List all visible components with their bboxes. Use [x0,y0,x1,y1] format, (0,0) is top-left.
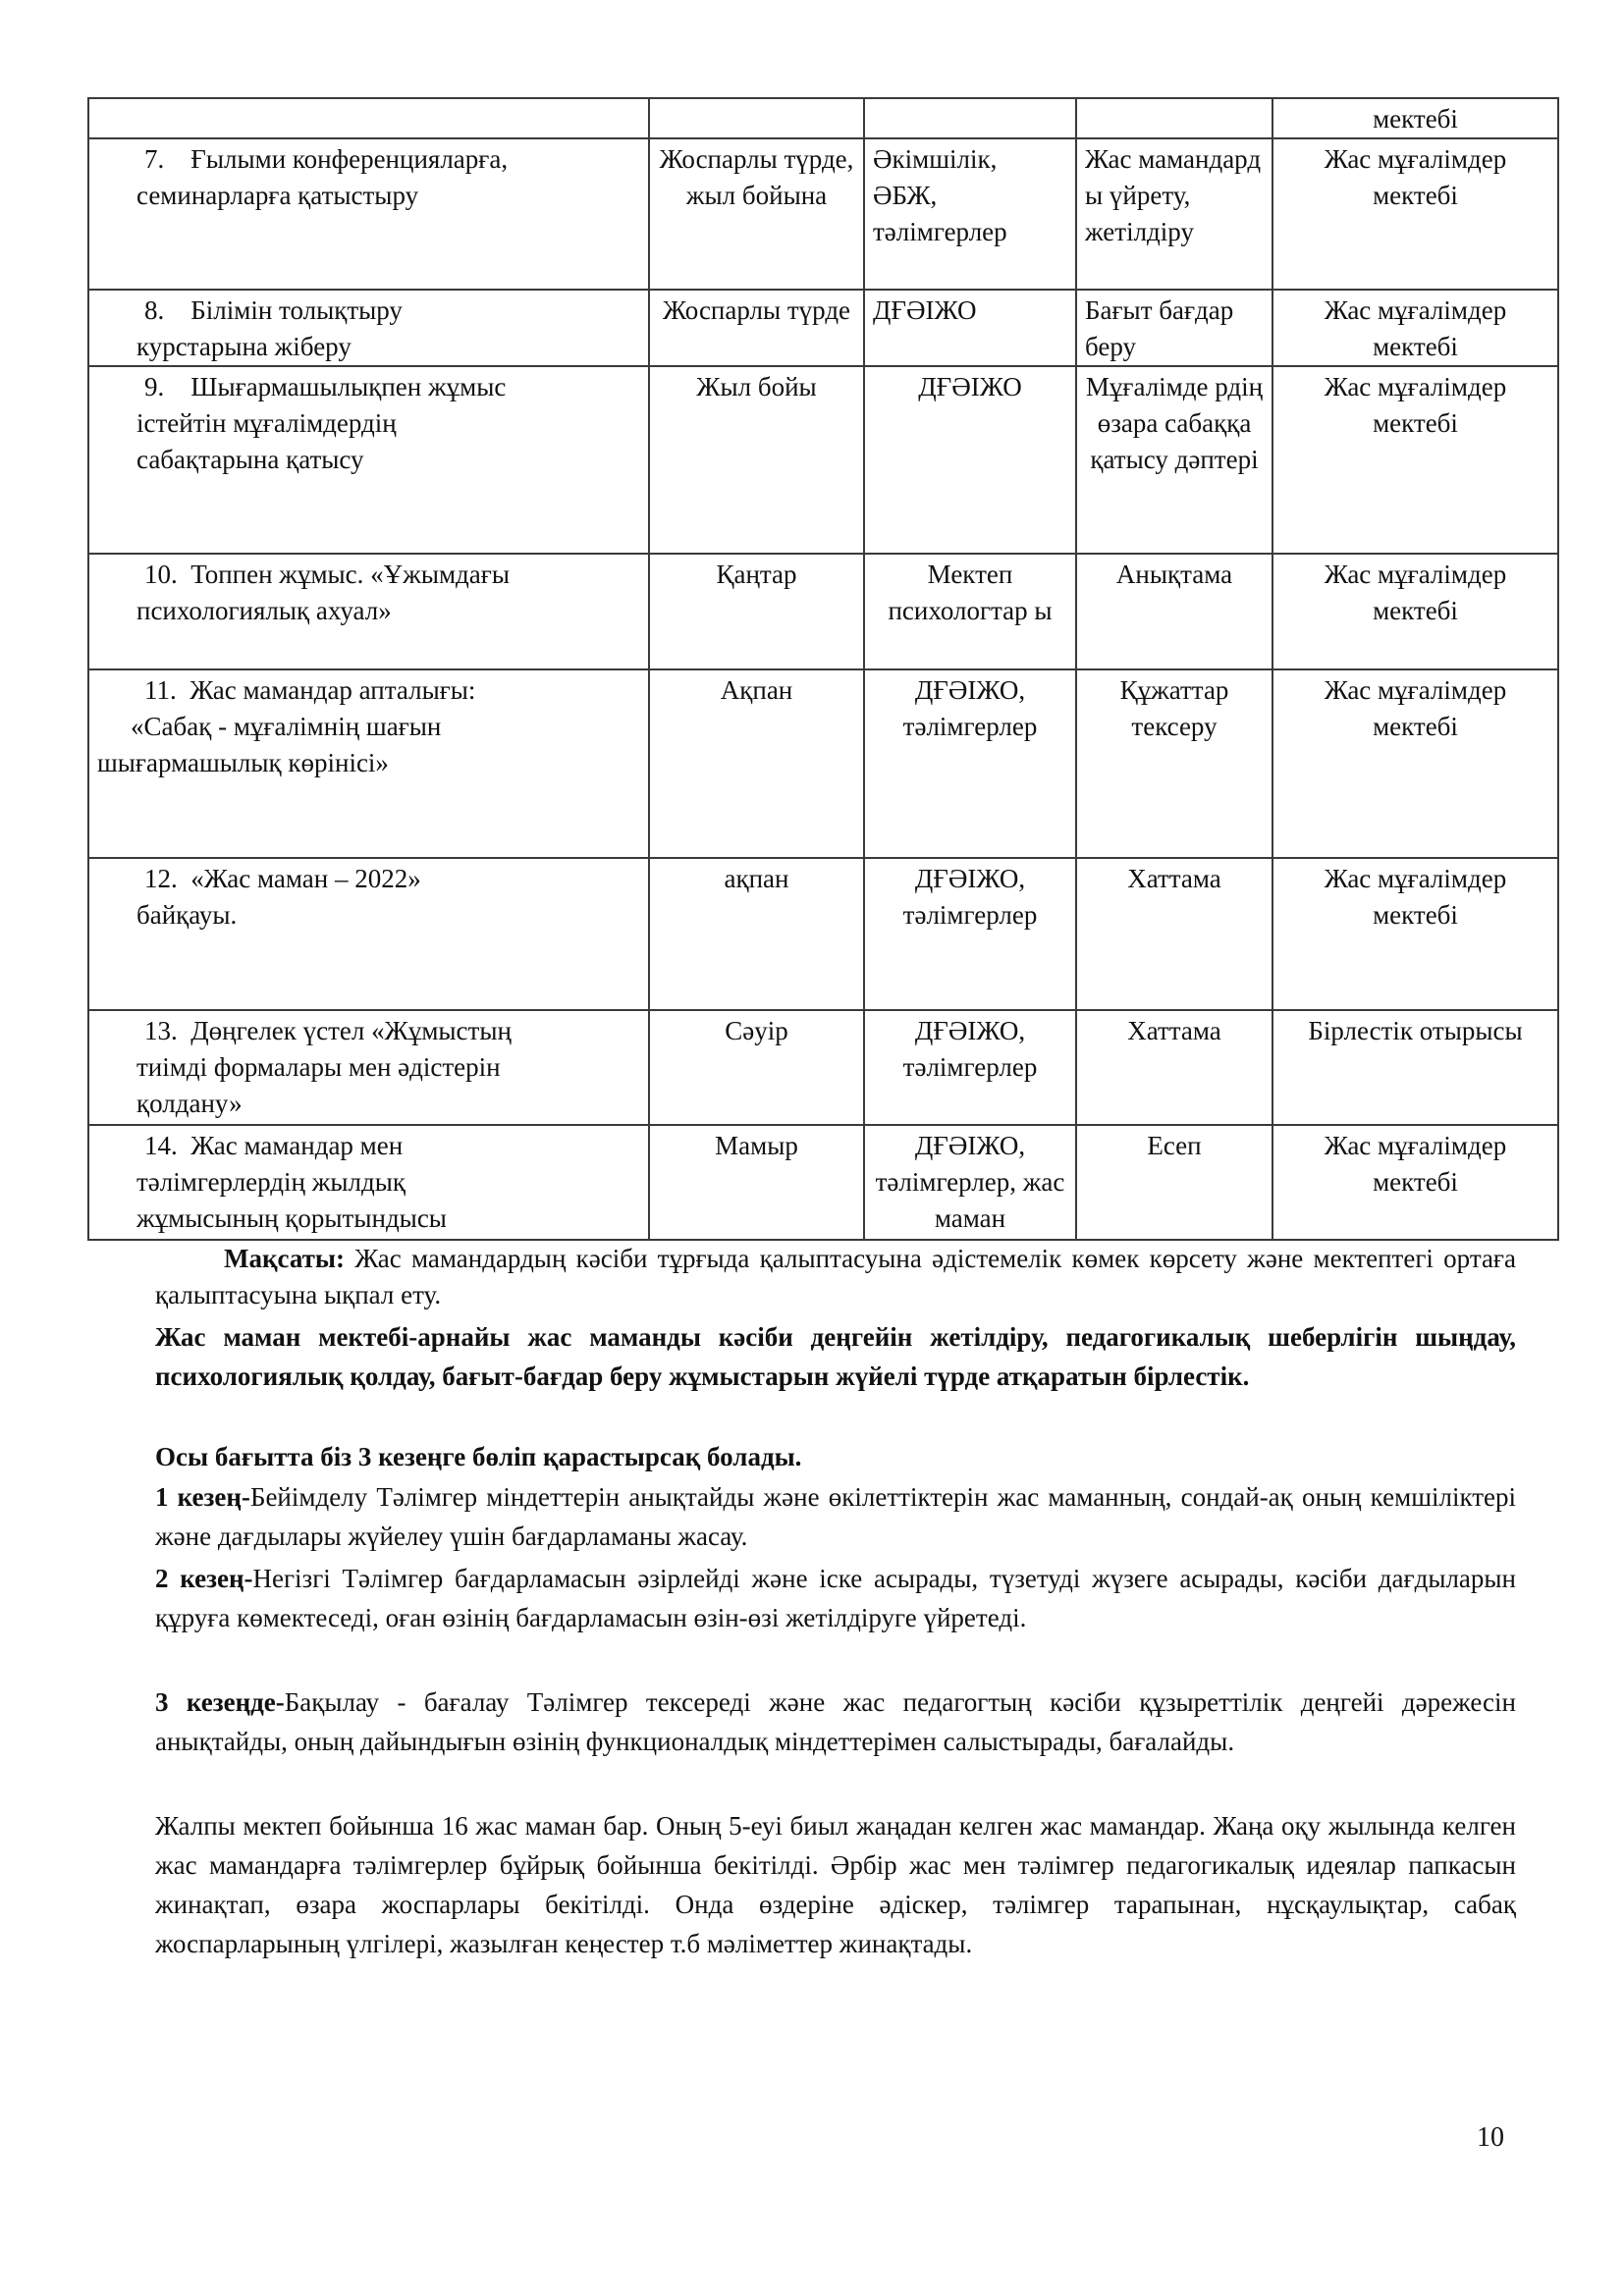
cell-when: Қаңтар [649,554,864,669]
event-text-first: Жас мамандар апталығы: [189,675,476,705]
stage-1-label: 1 кезең- [155,1482,250,1512]
cell-when: ақпан [649,858,864,1010]
event-text-rest: семинарларға қатыстыру [136,181,419,210]
event-text-first: Ғылыми конференцияларға, [190,144,509,174]
cell-form: Мұғалімде рдің өзара сабаққа қатысу дәптері [1076,366,1272,554]
event-text-rest: курстарына жіберу [136,332,352,361]
cell-responsible [864,98,1076,138]
event-text-rest: істейтін мұғалімдердің сабақтарына қатысу [136,408,397,474]
definition-paragraph: Жас маман мектебі-арнайы жас маманды кәсіби деңгейін жетілдіру, педагогикалық шеберлігін шыңдау, психологиялық қолдау, бағыт-бағдар беру жұмыстарын жүйелі түрде атқаратын бірлестік. [155,1322,1516,1391]
cell-form: Бағыт бағдар беру [1076,290,1272,366]
cell-responsible: ДҒӘІЖО [864,290,1076,366]
cell-when: Сәуір [649,1010,864,1125]
cell-responsible: ДҒӘІЖО, тәлімгерлер, жас маман [864,1125,1076,1240]
cell-when: Жыл бойы [649,366,864,554]
cell-form: Хаттама [1076,1010,1272,1125]
cell-when: Мамыр [649,1125,864,1240]
event-text-first: Шығармашылықпен жұмыс [190,372,507,401]
stage-2-label: 2 кезең- [155,1564,253,1593]
event-text-first: Білімін толықтыру [190,295,403,325]
cell-form: Жас мамандард ы үйрету, жетілдіру [1076,138,1272,290]
event-text-rest: байқауы. [136,900,238,930]
mentoring-plan-table [87,97,1559,1241]
cell-place: Жас мұғалімдер мектебі [1272,1125,1558,1240]
cell-place: Жас мұғалімдер мектебі [1272,858,1558,1010]
row-number: 7. [144,144,165,174]
cell-responsible: ДҒӘІЖО, тәлімгерлер [864,669,1076,858]
event-text-first: Топпен жұмыс. «Ұжымдағы [190,560,510,589]
cell-event [88,669,649,858]
cell-form: Хаттама [1076,858,1272,1010]
event-text-first: Дөңгелек үстел «Жұмыстың [190,1016,512,1045]
cell-event [88,1125,649,1240]
cell-form: Есеп [1076,1125,1272,1240]
stages-intro: Осы бағытта біз 3 кезеңге бөліп қарастырсақ болады. [155,1442,802,1471]
cell-place: Жас мұғалімдер мектебі [1272,138,1558,290]
stage-3-text: Бақылау - бағалау Тәлімгер тексереді және жас педагогтың кәсіби құзыреттілік деңгейі дәрежесін анықтайды, оның дайындығын өзінің функционалдық міндеттерімен салыстырады, бағалайды. [155,1687,1516,1756]
event-text-rest: тәлімгерлердің жылдық жұмысының қорытындысы [136,1167,447,1233]
event-text-rest: тиімді формалары мен әдістерін қолдану» [136,1052,501,1118]
table-row [88,1010,1558,1125]
cell-place: Жас мұғалімдер мектебі [1272,290,1558,366]
table-row [88,1125,1558,1240]
cell-event [88,138,649,290]
cell-place: Бірлестік отырысы [1272,1010,1558,1125]
row-number: 10. [144,560,178,589]
cell-responsible: ДҒӘІЖО, тәлімгерлер [864,1010,1076,1125]
cell-event [88,1010,649,1125]
cell-when: Жоспарлы түрде, жыл бойына [649,138,864,290]
cell-when [649,98,864,138]
cell-place: Жас мұғалімдер мектебі [1272,669,1558,858]
summary-paragraph: Жалпы мектеп бойынша 16 жас маман бар. Оның 5-еуі биыл жаңадан келген жас мамандар. Жаңа оқу жылында келген жас мамандарға тәлімгерлер бұйрық бойынша бекітілді. Әрбір жас мен тәлімгер педагогикалық идеялар папкасын жинақтап, өзара жоспарлары бекітілді. Онда өздеріне әдіскер, тәлімгер тарапынан, нұсқаулықтар, сабақ жоспарларының үлгілері, жазылған кеңестер т.б мәліметтер жинақтады. [155,1811,1516,1958]
cell-when: Жоспарлы түрде [649,290,864,366]
cell-responsible: Мектеп психологтар ы [864,554,1076,669]
stage-2-paragraph [155,1559,1516,1637]
row-number: 12. [144,864,178,893]
table-row [88,669,1558,858]
table-row [88,554,1558,669]
table-row [88,366,1558,554]
cell-place: мектебі [1272,98,1558,138]
goal-paragraph [155,1241,1516,1313]
cell-place: Жас мұғалімдер мектебі [1272,366,1558,554]
event-text-rest: «Сабақ - мұғалімнің шағын шығармашылық көрінісі» [97,712,442,777]
cell-form: Анықтама [1076,554,1272,669]
event-text-rest: психологиялық ахуал» [136,596,392,625]
cell-event [88,98,649,138]
event-text-first: «Жас маман – 2022» [190,864,421,893]
row-number: 11. [144,675,177,705]
cell-responsible: Әкімшілік, ӘБЖ, тәлімгерлер [864,138,1076,290]
table-row [88,138,1558,290]
cell-event [88,858,649,1010]
cell-event [88,290,649,366]
row-number: 8. [144,295,165,325]
cell-form [1076,98,1272,138]
stage-1-paragraph [155,1477,1516,1556]
stage-3-paragraph [155,1682,1516,1761]
event-text-first: Жас мамандар мен [190,1131,404,1160]
stage-1-text: Бейімделу Тәлімгер міндеттерін анықтайды және өкілеттіктерін жас маманның, сондай-ақ оның кемшіліктері және дағдылары жүйелеу үшін бағдарламаны жасау. [155,1482,1517,1551]
stage-3-label: 3 кезеңде- [155,1687,285,1717]
cell-event [88,554,649,669]
cell-event [88,366,649,554]
goal-text: Жас мамандардың кәсіби тұрғыда қалыптасуына әдістемелік көмек көрсету және мектептегі ортаға қалыптасуына ықпал ету. [155,1244,1516,1309]
table-row [88,98,1558,138]
table-row [88,858,1558,1010]
cell-place: Жас мұғалімдер мектебі [1272,554,1558,669]
cell-responsible: ДҒӘІЖО [864,366,1076,554]
cell-form: Құжаттар тексеру [1076,669,1272,858]
table-row [88,290,1558,366]
stage-2-text: Негізгі Тәлімгер бағдарламасын әзірлейді және іске асырады, түзетуді жүзеге асырады, кәсіби дағдыларын құруға көмектеседі, оған өзінің бағдарламасын өзін-өзі жетілдіруге үйретеді. [155,1564,1517,1632]
row-number: 9. [144,372,165,401]
page-number: 10 [1477,2122,1504,2153]
row-number: 13. [144,1016,178,1045]
goal-label: Мақсаты: [224,1244,345,1273]
row-number: 14. [144,1131,178,1160]
cell-responsible: ДҒӘІЖО, тәлімгерлер [864,858,1076,1010]
cell-when: Ақпан [649,669,864,858]
